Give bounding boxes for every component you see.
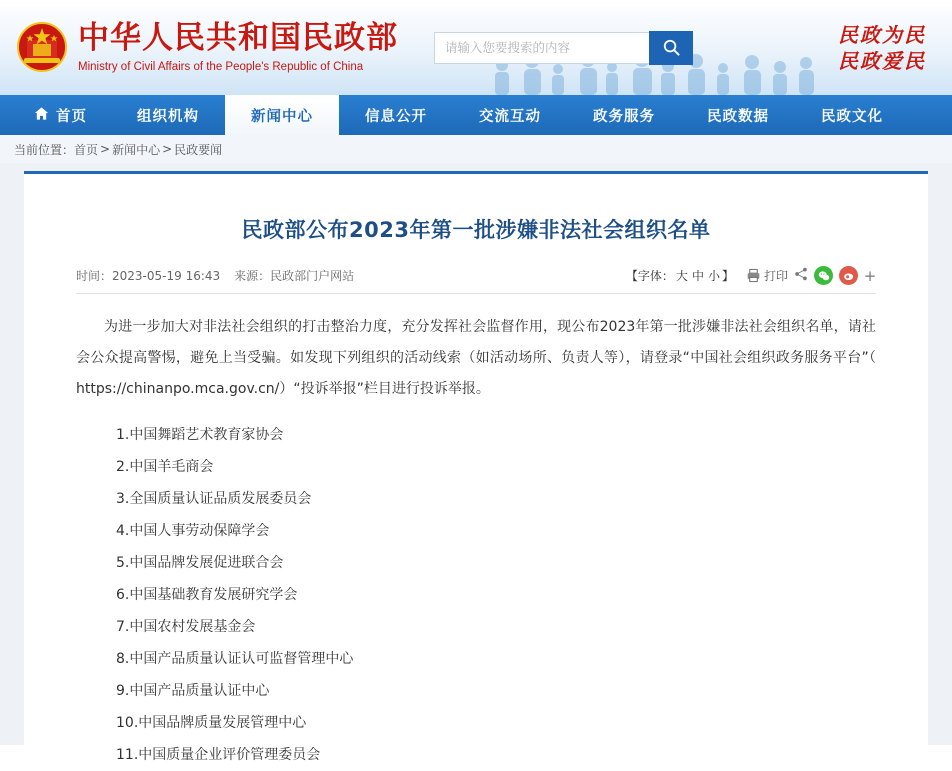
article-meta-tools[interactable]	[626, 266, 876, 285]
breadcrumb	[0, 135, 952, 163]
nav-item-data-label: 民政数据	[707, 108, 769, 125]
site-title-en: Ministry of Civil Affairs of the People's Republic of China	[78, 61, 364, 73]
breadcrumb-item-current[interactable]: 民政要闻	[174, 142, 223, 157]
plus-icon[interactable]: +	[863, 266, 877, 285]
nav-item-culture[interactable]	[795, 95, 909, 135]
share-icon[interactable]	[794, 267, 808, 285]
nav-item-home-label: 首页	[56, 108, 87, 125]
site-title-cn: 中华人民共和国民政部	[78, 20, 398, 56]
list-item: 6.中国基础教育发展研究学会	[116, 587, 298, 603]
article-meta	[76, 266, 876, 294]
fontsize-controls[interactable]	[626, 267, 734, 284]
list-item: 7.中国农村发展基金会	[116, 619, 256, 635]
nav-item-news[interactable]	[225, 95, 339, 135]
article-source-label: 来源：	[234, 269, 271, 283]
nav-item-news-label: 新闻中心	[251, 108, 313, 125]
list-item: 11.中国质量企业评价管理委员会	[116, 747, 321, 763]
wechat-icon[interactable]	[814, 266, 833, 285]
fontsize-label: 【字体：	[625, 269, 674, 283]
nav-item-interaction-label: 交流互动	[479, 108, 541, 125]
list-item: 8.中国产品质量认证认可监督管理中心	[116, 651, 354, 667]
breadcrumb-separator-2: >	[162, 142, 173, 156]
national-emblem-icon	[14, 20, 70, 76]
home-icon	[34, 106, 49, 125]
site-branding	[78, 20, 398, 75]
print-button[interactable]	[746, 267, 788, 284]
fontsize-medium[interactable]: 中	[691, 269, 704, 283]
nav-item-culture-label: 民政文化	[821, 108, 883, 125]
article-time-value: 2023-05-19 16:43	[112, 269, 221, 283]
nav-item-gov-service[interactable]	[567, 95, 681, 135]
site-search[interactable]	[434, 31, 693, 65]
search-icon	[662, 38, 681, 57]
nav-item-data[interactable]	[681, 95, 795, 135]
article-time-label: 时间：	[76, 269, 113, 283]
list-item: 5.中国品牌发展促进联合会	[116, 555, 284, 571]
slogan-line-2: 民政爱民	[838, 48, 926, 73]
fontsize-small[interactable]: 小	[707, 269, 720, 283]
list-item: 10.中国品牌质量发展管理中心	[116, 715, 307, 731]
nav-item-organization[interactable]	[111, 95, 225, 135]
breadcrumb-item-news[interactable]: 新闻中心	[112, 142, 161, 157]
article-source-value: 民政部门户网站	[270, 269, 355, 283]
article-meta-left	[76, 267, 354, 284]
list-item: 4.中国人事劳动保障学会	[116, 523, 270, 539]
print-label: 打印	[763, 269, 788, 283]
site-header	[0, 0, 952, 95]
nav-item-interaction[interactable]	[453, 95, 567, 135]
nav-item-gov-service-label: 政务服务	[593, 108, 655, 125]
breadcrumb-prefix: 当前位置：	[14, 142, 75, 157]
article-intro-paragraph: 为进一步加大对非法社会组织的打击整治力度，充分发挥社会监督作用，现公布2023年第一批涉嫌非法社会组织名单，请社会公众提高警惕，避免上当受骗。如发现下列组织的活动线索（如活动场所、负责人等），请登录“中国社会组织政务服务平台”（ https://chinanpo.mca.gov.cn/）“投诉举报”栏目进行投诉举报。	[76, 319, 876, 397]
breadcrumb-item-home[interactable]: 首页	[74, 142, 99, 157]
list-item: 2.中国羊毛商会	[116, 459, 214, 475]
nav-item-home[interactable]	[0, 95, 111, 135]
main-navigation[interactable]	[0, 95, 952, 135]
list-item: 3.全国质量认证品质发展委员会	[116, 491, 312, 507]
site-slogan	[838, 22, 926, 74]
organization-list	[76, 419, 876, 771]
slogan-line-1: 民政为民	[838, 22, 926, 47]
breadcrumb-separator: >	[100, 142, 111, 156]
weibo-icon[interactable]	[839, 266, 858, 285]
article-content	[76, 312, 876, 771]
fontsize-large[interactable]: 大	[675, 269, 688, 283]
page-body	[0, 163, 952, 763]
fontsize-close-bracket: 】	[721, 269, 734, 283]
list-item: 1.中国舞蹈艺术教育家协会	[116, 427, 284, 443]
page-title: 民政部公布2023年第一批涉嫌非法社会组织名单	[241, 218, 711, 242]
printer-icon	[746, 268, 761, 283]
nav-item-info-disclosure[interactable]	[339, 95, 453, 135]
nav-item-info-disclosure-label: 信息公开	[365, 108, 427, 125]
article-card	[24, 171, 928, 763]
search-input[interactable]	[434, 32, 649, 64]
search-button[interactable]	[649, 31, 693, 65]
list-item: 9.中国产品质量认证中心	[116, 683, 270, 699]
nav-item-organization-label: 组织机构	[137, 108, 199, 125]
